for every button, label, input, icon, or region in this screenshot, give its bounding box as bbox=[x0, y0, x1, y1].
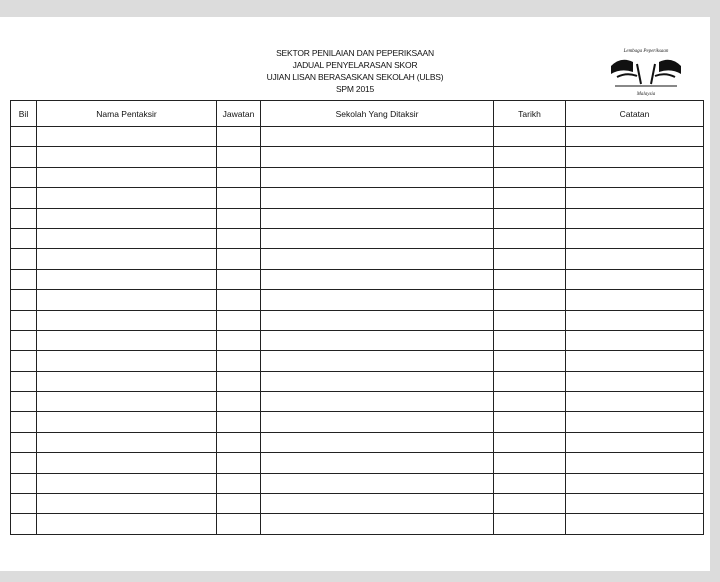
table-cell[interactable] bbox=[217, 412, 261, 432]
table-cell[interactable] bbox=[37, 453, 217, 473]
table-cell[interactable] bbox=[217, 351, 261, 371]
table-cell[interactable] bbox=[261, 371, 494, 391]
table-row bbox=[11, 290, 704, 310]
header-line-schedule: JADUAL PENYELARASAN SKOR bbox=[292, 60, 418, 70]
table-cell[interactable] bbox=[566, 351, 704, 371]
table-cell[interactable] bbox=[494, 351, 566, 371]
table-cell[interactable] bbox=[11, 330, 37, 350]
table-cell[interactable] bbox=[494, 473, 566, 493]
table-cell[interactable] bbox=[37, 310, 217, 330]
scoring-schedule-table bbox=[10, 100, 704, 535]
header-line-year: SPM 2015 bbox=[335, 84, 375, 94]
table-row bbox=[11, 371, 704, 391]
table-cell[interactable] bbox=[37, 330, 217, 350]
table-cell[interactable] bbox=[37, 127, 217, 147]
table-cell[interactable] bbox=[566, 330, 704, 350]
table-cell[interactable] bbox=[11, 127, 37, 147]
table-row bbox=[11, 127, 704, 147]
table-cell[interactable] bbox=[11, 249, 37, 269]
table-cell[interactable] bbox=[261, 208, 494, 228]
header-line-sector: SEKTOR PENILAIAN DAN PEPERIKSAAN bbox=[276, 48, 434, 58]
table-cell[interactable] bbox=[261, 290, 494, 310]
table-cell[interactable] bbox=[217, 290, 261, 310]
table-cell[interactable] bbox=[566, 494, 704, 514]
table-cell[interactable] bbox=[11, 290, 37, 310]
table-cell[interactable] bbox=[566, 147, 704, 167]
document-header bbox=[0, 47, 710, 95]
table-row bbox=[11, 392, 704, 412]
table-cell[interactable] bbox=[217, 208, 261, 228]
svg-text:Malaysia: Malaysia bbox=[636, 92, 656, 96]
table-cell[interactable] bbox=[217, 330, 261, 350]
table-cell[interactable] bbox=[37, 514, 217, 534]
table-cell[interactable] bbox=[11, 188, 37, 208]
table-cell[interactable] bbox=[261, 269, 494, 289]
table-cell[interactable] bbox=[261, 494, 494, 514]
header-line-exam: UJIAN LISAN BERASASKAN SEKOLAH (ULBS) bbox=[266, 72, 444, 82]
table-cell[interactable] bbox=[494, 269, 566, 289]
column-header-nama-pentaksir: Nama Pentaksir bbox=[37, 101, 217, 127]
table-cell[interactable] bbox=[261, 249, 494, 269]
table-cell[interactable] bbox=[217, 453, 261, 473]
table-cell[interactable] bbox=[566, 127, 704, 147]
table-cell[interactable] bbox=[494, 392, 566, 412]
table-cell[interactable] bbox=[37, 392, 217, 412]
table-cell[interactable] bbox=[217, 310, 261, 330]
table-body bbox=[11, 127, 704, 535]
table-cell[interactable] bbox=[566, 473, 704, 493]
table-row bbox=[11, 228, 704, 248]
table-cell[interactable] bbox=[566, 453, 704, 473]
table-cell[interactable] bbox=[217, 473, 261, 493]
table-cell[interactable] bbox=[494, 208, 566, 228]
table-cell[interactable] bbox=[11, 453, 37, 473]
table-cell[interactable] bbox=[261, 432, 494, 452]
table-row bbox=[11, 432, 704, 452]
table-cell[interactable] bbox=[217, 371, 261, 391]
table-cell[interactable] bbox=[261, 351, 494, 371]
table-row bbox=[11, 453, 704, 473]
table-cell[interactable] bbox=[11, 371, 37, 391]
table-cell[interactable] bbox=[494, 290, 566, 310]
table-row bbox=[11, 412, 704, 432]
table-cell[interactable] bbox=[566, 290, 704, 310]
table-row bbox=[11, 188, 704, 208]
table-cell[interactable] bbox=[566, 269, 704, 289]
table-cell[interactable] bbox=[261, 228, 494, 248]
svg-text:Lembaga Peperiksaan: Lembaga Peperiksaan bbox=[623, 49, 669, 54]
table-cell[interactable] bbox=[494, 494, 566, 514]
table-cell[interactable] bbox=[261, 310, 494, 330]
table-cell[interactable] bbox=[37, 208, 217, 228]
table-cell[interactable] bbox=[566, 412, 704, 432]
table-cell[interactable] bbox=[566, 249, 704, 269]
table-row bbox=[11, 514, 704, 534]
table-cell[interactable] bbox=[566, 310, 704, 330]
table-row bbox=[11, 494, 704, 514]
table-cell[interactable] bbox=[261, 412, 494, 432]
table-cell[interactable] bbox=[217, 167, 261, 187]
table-cell[interactable] bbox=[566, 514, 704, 534]
table-header-row bbox=[11, 101, 704, 127]
table-cell[interactable] bbox=[37, 432, 217, 452]
table-cell[interactable] bbox=[494, 310, 566, 330]
table-cell[interactable] bbox=[566, 167, 704, 187]
table-cell[interactable] bbox=[261, 514, 494, 534]
table-row bbox=[11, 330, 704, 350]
table-cell[interactable] bbox=[37, 371, 217, 391]
table-cell[interactable] bbox=[11, 310, 37, 330]
table-row bbox=[11, 167, 704, 187]
table-cell[interactable] bbox=[566, 188, 704, 208]
table-cell[interactable] bbox=[37, 147, 217, 167]
table-cell[interactable] bbox=[217, 392, 261, 412]
table-row bbox=[11, 473, 704, 493]
table-cell[interactable] bbox=[494, 147, 566, 167]
column-header-bil: Bil bbox=[11, 101, 37, 127]
table-cell[interactable] bbox=[37, 494, 217, 514]
table-cell[interactable] bbox=[37, 228, 217, 248]
column-header-tarikh: Tarikh bbox=[494, 101, 566, 127]
table-cell[interactable] bbox=[217, 127, 261, 147]
column-header-catatan: Catatan bbox=[566, 101, 704, 127]
table-cell[interactable] bbox=[11, 392, 37, 412]
table-cell[interactable] bbox=[11, 494, 37, 514]
table-cell[interactable] bbox=[217, 147, 261, 167]
column-header-sekolah: Sekolah Yang Ditaksir bbox=[261, 101, 494, 127]
table-cell[interactable] bbox=[494, 249, 566, 269]
table-cell[interactable] bbox=[566, 392, 704, 412]
table-cell[interactable] bbox=[11, 412, 37, 432]
table-cell[interactable] bbox=[11, 208, 37, 228]
table-cell[interactable] bbox=[494, 432, 566, 452]
table-cell[interactable] bbox=[11, 351, 37, 371]
table-cell[interactable] bbox=[217, 228, 261, 248]
table-cell[interactable] bbox=[11, 432, 37, 452]
lembaga-peperiksaan-logo-icon bbox=[607, 44, 685, 96]
table-cell[interactable] bbox=[217, 514, 261, 534]
table-cell[interactable] bbox=[494, 167, 566, 187]
table-cell[interactable] bbox=[261, 188, 494, 208]
table-row bbox=[11, 310, 704, 330]
table-cell[interactable] bbox=[566, 432, 704, 452]
table-cell[interactable] bbox=[37, 351, 217, 371]
table-cell[interactable] bbox=[37, 473, 217, 493]
table-cell[interactable] bbox=[11, 147, 37, 167]
table-cell[interactable] bbox=[494, 412, 566, 432]
table-cell[interactable] bbox=[494, 127, 566, 147]
table-cell[interactable] bbox=[494, 453, 566, 473]
table-cell[interactable] bbox=[566, 371, 704, 391]
table-cell[interactable] bbox=[37, 188, 217, 208]
table-cell[interactable] bbox=[494, 514, 566, 534]
table-cell[interactable] bbox=[261, 167, 494, 187]
table-cell[interactable] bbox=[37, 167, 217, 187]
table-row bbox=[11, 249, 704, 269]
column-header-jawatan: Jawatan bbox=[217, 101, 261, 127]
table-cell[interactable] bbox=[11, 167, 37, 187]
table-cell[interactable] bbox=[217, 188, 261, 208]
table-cell[interactable] bbox=[261, 127, 494, 147]
table-cell[interactable] bbox=[37, 412, 217, 432]
table-row bbox=[11, 208, 704, 228]
table-cell[interactable] bbox=[11, 228, 37, 248]
table-row bbox=[11, 147, 704, 167]
document-page bbox=[0, 17, 710, 571]
table-cell[interactable] bbox=[11, 514, 37, 534]
table-cell[interactable] bbox=[11, 269, 37, 289]
table-cell[interactable] bbox=[217, 269, 261, 289]
table-cell[interactable] bbox=[494, 228, 566, 248]
table-cell[interactable] bbox=[566, 208, 704, 228]
table-cell[interactable] bbox=[217, 249, 261, 269]
table-cell[interactable] bbox=[494, 371, 566, 391]
table-cell[interactable] bbox=[494, 330, 566, 350]
table-cell[interactable] bbox=[217, 432, 261, 452]
table-cell[interactable] bbox=[217, 494, 261, 514]
table-row bbox=[11, 351, 704, 371]
table-cell[interactable] bbox=[261, 473, 494, 493]
table-cell[interactable] bbox=[37, 290, 217, 310]
table-row bbox=[11, 269, 704, 289]
table-cell[interactable] bbox=[37, 269, 217, 289]
table-cell[interactable] bbox=[494, 188, 566, 208]
table-cell[interactable] bbox=[566, 228, 704, 248]
table-cell[interactable] bbox=[261, 453, 494, 473]
table-cell[interactable] bbox=[261, 392, 494, 412]
table-cell[interactable] bbox=[37, 249, 217, 269]
table-cell[interactable] bbox=[261, 147, 494, 167]
table-cell[interactable] bbox=[261, 330, 494, 350]
table-cell[interactable] bbox=[11, 473, 37, 493]
